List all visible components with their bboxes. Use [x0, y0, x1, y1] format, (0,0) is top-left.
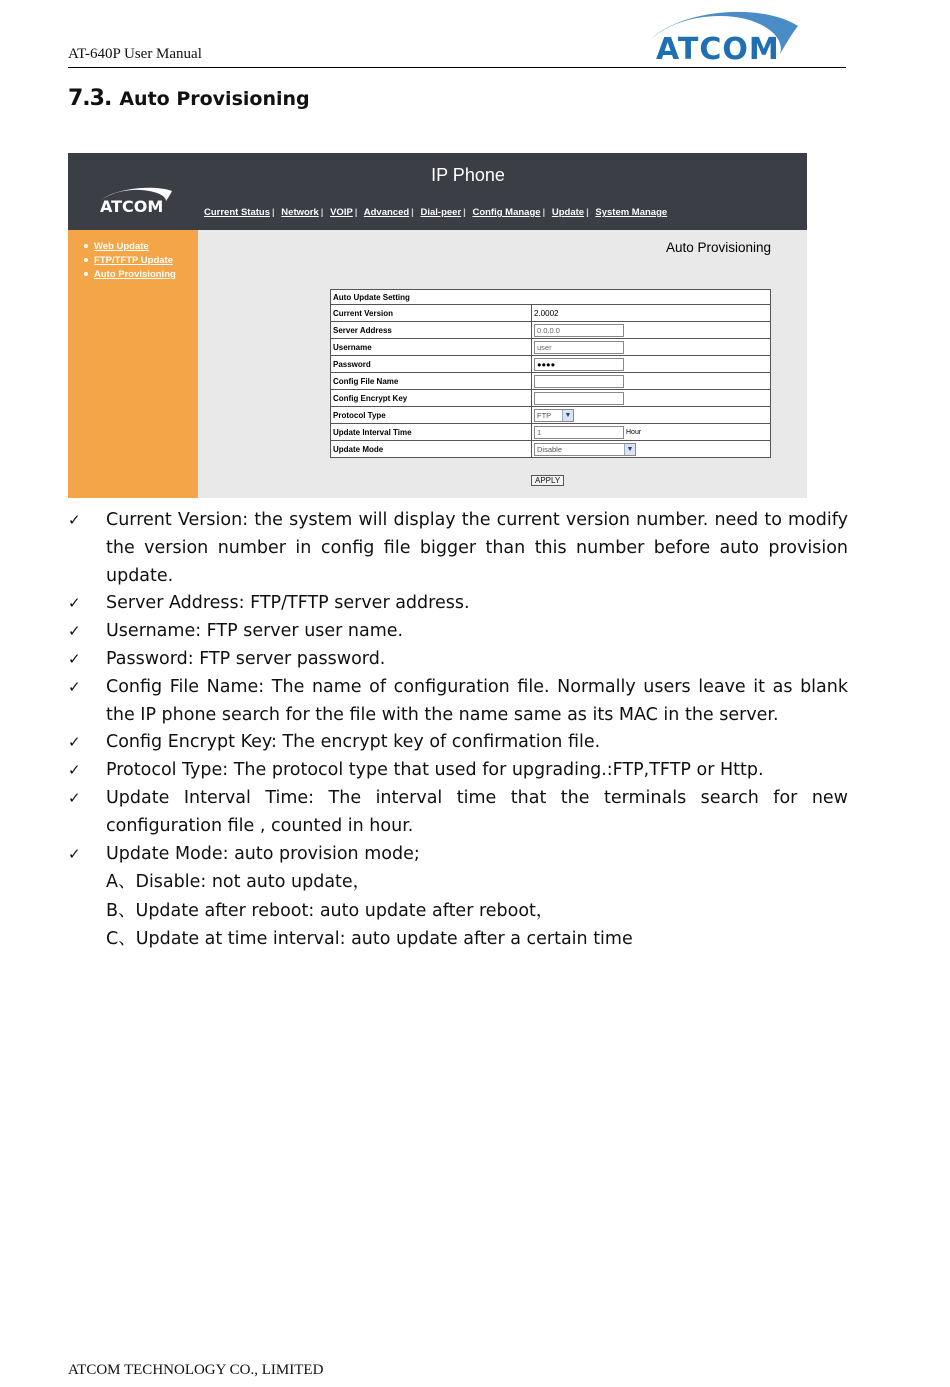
chevron-down-icon: ▼ [562, 410, 573, 421]
mode-option: B、Update after reboot: auto update after reboot， [106, 900, 554, 921]
update-mode-select[interactable]: Disable ▼ [534, 443, 636, 456]
list-item: ✓ Server Address: FTP/TFTP server address. [68, 590, 848, 618]
table-header: Auto Update Setting [331, 290, 771, 305]
table-row: Config Encrypt Key [331, 390, 771, 407]
atcom-logo [640, 6, 802, 67]
document-footer: ATCOM TECHNOLOGY CO., LIMITED [68, 1362, 324, 1378]
current-version-value: 2.0002 [532, 305, 771, 322]
config-encrypt-key-input[interactable] [534, 392, 624, 405]
web-logo-text: ATCOM [100, 197, 164, 216]
section-title: Auto Provisioning [119, 88, 310, 110]
manual-title: AT-640P User Manual [68, 46, 202, 62]
checkmark-icon: ✓ [68, 733, 81, 752]
web-nav: Current Status | Network | VOIP | Advanced | Dial-peer | Config Manage | Update | System Manage [204, 207, 668, 218]
table-row: Update Interval Time 1 Hour [331, 424, 771, 441]
username-input[interactable]: user [534, 341, 624, 354]
nav-current-status[interactable]: Current Status [204, 207, 270, 218]
list-item: ✓ Password: FTP server password. [68, 646, 848, 674]
protocol-type-select[interactable]: FTP ▼ [534, 409, 574, 422]
chevron-down-icon: ▼ [624, 444, 635, 455]
table-row: Username user [331, 339, 771, 356]
logo-text: ATCOM [656, 32, 780, 67]
list-item: ✓ Update Mode: auto provision mode; [68, 841, 848, 869]
nav-advanced[interactable]: Advanced [363, 207, 410, 218]
app-title: IP Phone [431, 165, 505, 185]
checkmark-icon: ✓ [68, 844, 81, 863]
table-row: Password ●●●● [331, 356, 771, 373]
document-header [68, 0, 846, 68]
table-row: Current Version 2.0002 [331, 305, 771, 322]
list-item: ✓ Config Encrypt Key: The encrypt key of confirmation file. [68, 729, 848, 757]
nav-system-manage[interactable]: System Manage [595, 207, 668, 218]
sidebar-item-ftp-tftp-update[interactable]: FTP/TFTP Update [84, 254, 176, 268]
list-item: ✓ Protocol Type: The protocol type that used for upgrading.:FTP,TFTP or Http. [68, 757, 848, 785]
web-topbar [68, 153, 807, 230]
checkmark-icon: ✓ [68, 677, 81, 696]
table-row: Update Mode Disable ▼ [331, 441, 771, 458]
password-input[interactable]: ●●●● [534, 358, 624, 371]
table-row: Server Address 0.0.0.0 [331, 322, 771, 339]
checkmark-icon: ✓ [68, 594, 81, 613]
checkmark-icon: ✓ [68, 788, 81, 807]
table-row: Protocol Type FTP ▼ [331, 407, 771, 424]
auto-provisioning-screenshot [68, 153, 807, 498]
list-item: ✓ Current Version: the system will display the current version number. need to modify the version number in config file bigger than this number before auto provision update. [68, 507, 848, 590]
checkmark-icon: ✓ [68, 511, 81, 529]
page-heading: Auto Provisioning [665, 240, 771, 255]
mode-option: C、Update at time interval: auto update after a certain time [106, 929, 633, 950]
web-sidebar [68, 230, 198, 498]
section-number: 7.3. [68, 86, 112, 111]
sidebar-item-auto-provisioning[interactable]: Auto Provisioning [84, 268, 176, 282]
checkmark-icon: ✓ [68, 622, 81, 641]
mode-option: A、Disable: not auto update， [106, 872, 371, 893]
auto-update-settings-table [330, 289, 771, 458]
list-item: ✓ Update Interval Time: The interval time that the terminals search for new configuration file , counted in hour. [68, 785, 848, 841]
list-item: ✓ Config File Name: The name of configuration file. Normally users leave it as blank the IP phone search for the file with the name same as its MAC in the server. [68, 674, 848, 730]
nav-update[interactable]: Update [551, 207, 585, 218]
server-address-input[interactable]: 0.0.0.0 [534, 324, 624, 337]
bullet-dot-icon [84, 272, 88, 276]
checkmark-icon: ✓ [68, 761, 81, 780]
config-file-name-input[interactable] [534, 375, 624, 388]
interval-unit: Hour [626, 429, 642, 437]
nav-voip[interactable]: VOIP [330, 207, 353, 218]
list-item: ✓ Username: FTP server user name. [68, 618, 848, 646]
bullet-dot-icon [84, 244, 88, 248]
nav-dial-peer[interactable]: Dial-peer [420, 207, 462, 218]
sidebar-item-web-update[interactable]: Web Update [84, 240, 176, 254]
nav-network[interactable]: Network [281, 207, 319, 218]
field-descriptions [68, 507, 848, 954]
apply-button[interactable]: APPLY [531, 475, 564, 486]
update-interval-input[interactable]: 1 [534, 426, 624, 439]
bullet-dot-icon [84, 258, 88, 262]
checkmark-icon: ✓ [68, 649, 81, 668]
table-row: Config File Name [331, 373, 771, 390]
nav-config-manage[interactable]: Config Manage [472, 207, 541, 218]
web-logo [96, 185, 176, 217]
section-heading [68, 86, 310, 111]
